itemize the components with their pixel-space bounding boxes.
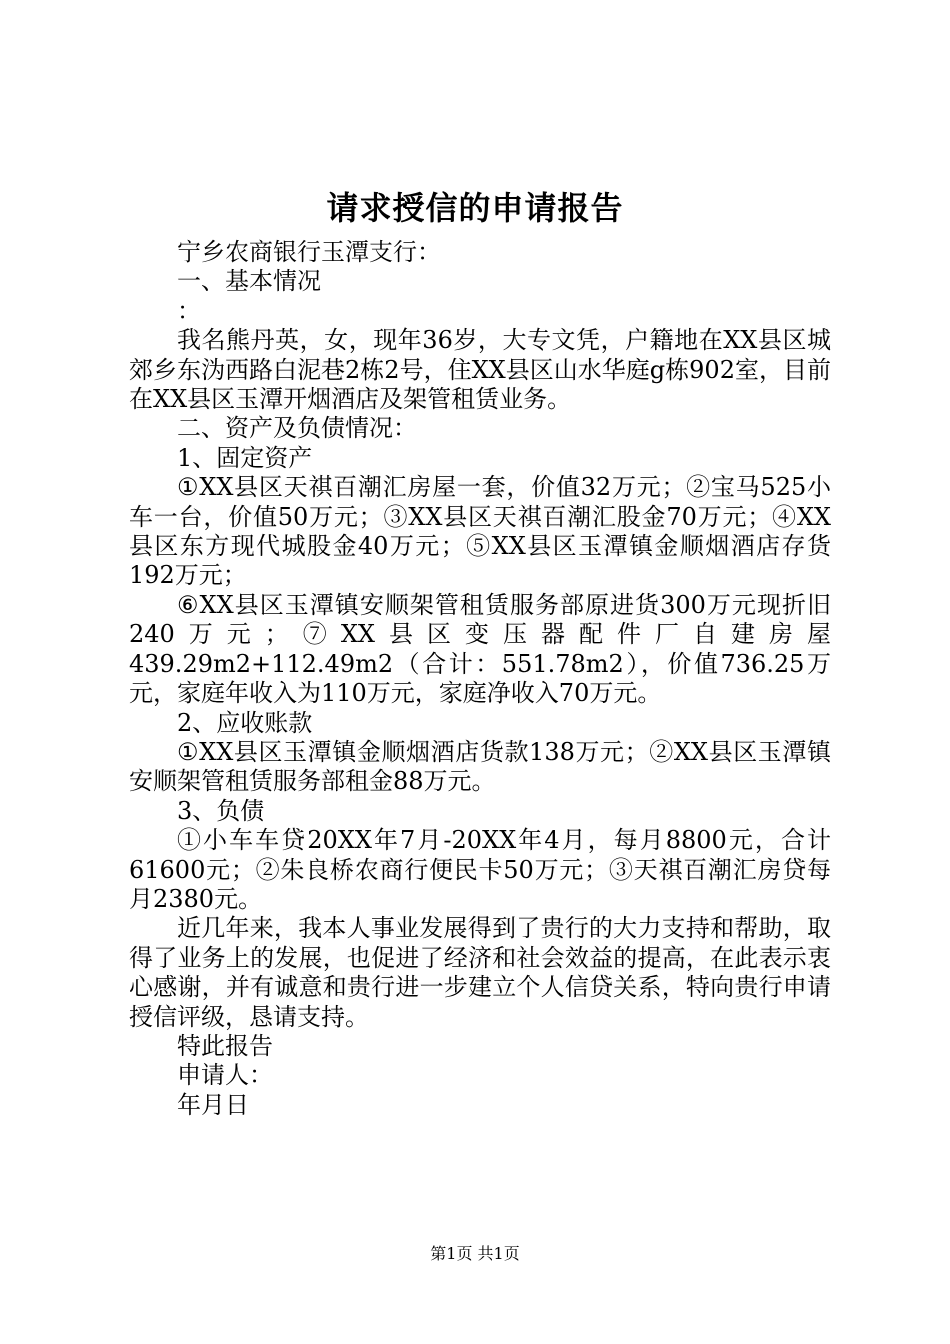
closing-line: 特此报告 (177, 1031, 273, 1060)
paragraph-personal-info: 我名熊丹英，女，现年36岁，大专文凭，户籍地在XX县区城郊乡东沩西路白泥巷2栋2号，住XX县区山水华庭g栋902室，目前在XX县区玉潭开烟酒店及架管租赁业务。 (129, 326, 831, 414)
document-title: 请求授信的申请报告 (326, 189, 624, 227)
subheading-receivables: 2、应收账款 (177, 708, 313, 737)
paragraph-request: 近几年来，我本人事业发展得到了贵行的大力支持和帮助，取得了业务上的发展，也促进了经济和社会效益的提高，在此表示衷心感谢，并有诚意和贵行进一步建立个人信贷关系，特向贵行申请授信评级，恳请支持。 (129, 914, 831, 1031)
subheading-liabilities: 3、负债 (177, 796, 265, 825)
page-number-footer: 第1页 共1页 (430, 1244, 520, 1263)
paragraph-fixed-assets-2: ⑥XX县区玉潭镇安顺架管租赁服务部原进货300万元现折旧240万元；⑦XX县区变压器配件厂自建房屋439.29m2+112.49m2（合计：551.78m2），价值736.25万元，家庭年收入为110万元，家庭净收入70万元。 (129, 590, 831, 708)
paragraph-receivables: ①XX县区玉潭镇金顺烟酒店货款138万元；②XX县区玉潭镇安顺架管租赁服务部租金88万元。 (129, 737, 831, 796)
colon-line: ： (177, 296, 201, 325)
document-body (129, 238, 831, 1120)
paragraph-liabilities: ①小车车贷20XX年7月-20XX年4月，每月8800元，合计61600元；②朱良桥农商行便民卡50万元；③天祺百潮汇房贷每月2380元。 (129, 826, 831, 913)
section-heading-basic-info: 一、基本情况 (177, 267, 321, 296)
section-heading-assets-liabilities: 二、资产及负债情况： (177, 414, 417, 443)
addressee-line: 宁乡农商银行玉潭支行： (177, 238, 441, 266)
subheading-fixed-assets: 1、固定资产 (177, 443, 313, 472)
paragraph-fixed-assets-1: ①XX县区天祺百潮汇房屋一套，价值32万元；②宝马525小车一台，价值50万元；③XX县区天祺百潮汇股金70万元；④XX县区东方现代城股金40万元；⑤XX县区玉潭镇金顺烟酒店存货192万元； (129, 473, 831, 590)
date-line: 年月日 (177, 1090, 249, 1119)
applicant-line: 申请人： (177, 1061, 273, 1090)
